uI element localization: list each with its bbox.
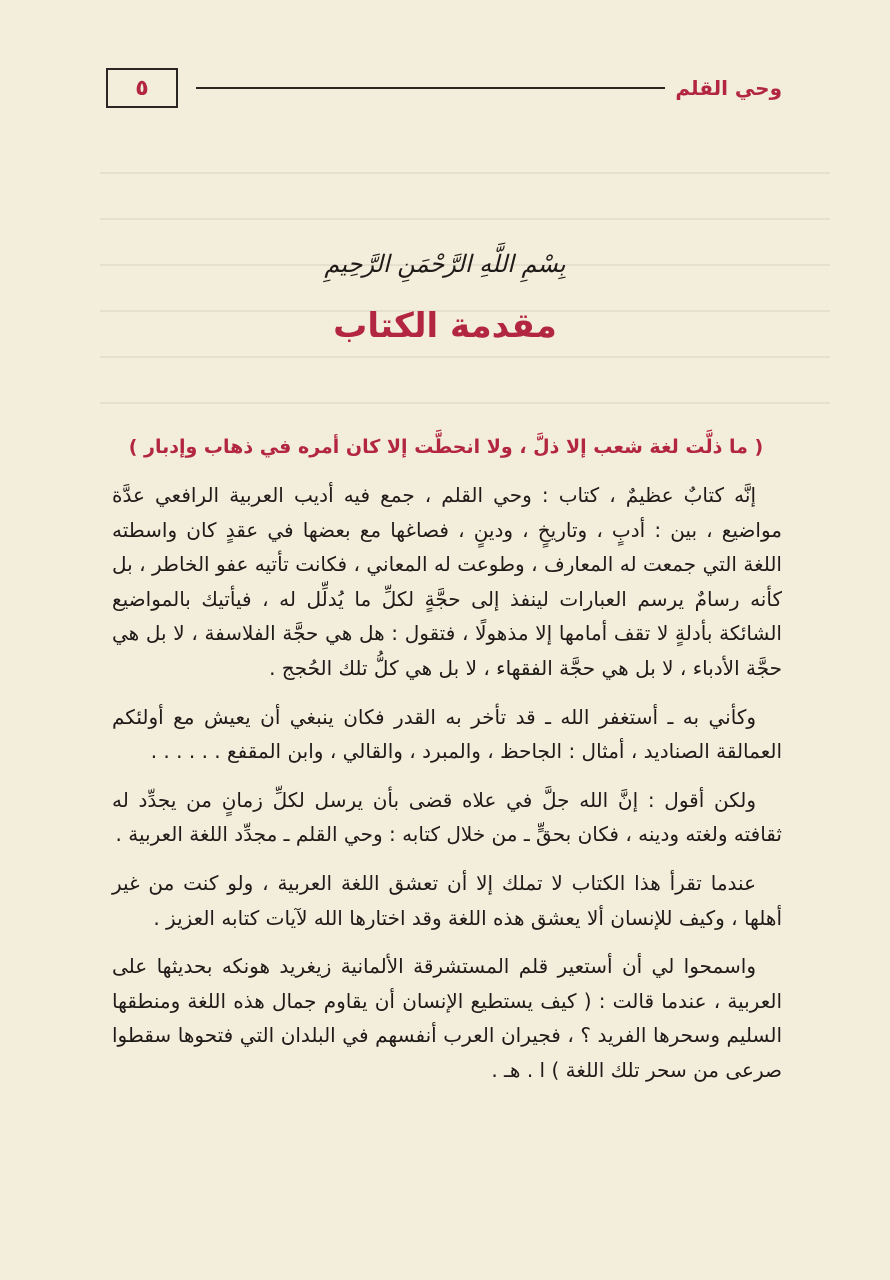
- body-text: [112, 478, 782, 1102]
- paragraph-1: إنَّه كتابٌ عظيمٌ ، كتاب : وحي القلم ، جمع فيه أديب العربية الرافعي عدَّة مواضيع ، بين : أدبٍ ، وتاريخٍ ، ودينٍ ، فصاغها مع بعضها في عقدٍ كان واسطته اللغة التي جمعت له المعارف ، وطوعت له المعاني ، فكانت تأتيه عفو الخاطر ، بل كأنه رسامٌ يرسم العبارات لينفذ إلى حجَّةٍ لكلِّ ما يُدلِّل له ، فيأتيك بالمواضيع الشائكة بأدلةٍ لا تقف أمامها إلا مذهولًا ، فتقول : هل هي حجَّة الفلاسفة ، لا بل هي حجَّة الأدباء ، لا بل هي حجَّة الفقهاء ، لا بل هي كلُّ تلك الحُجج .: [112, 483, 782, 680]
- running-title: وحي القلم: [675, 76, 782, 100]
- paragraph-5: واسمحوا لي أن أستعير قلم المستشرقة الألمانية زيغريد هونكه بحديثها على العربية ، عندما قالت : ( كيف يستطيع الإنسان أن يقاوم جمال هذه اللغة ومنطقها السليم وسحرها الفريد ؟ ، فجيران العرب أنفسهم في البلدان التي فتحوها سقطوا صرعى من سحر تلك اللغة ) ا . هـ .: [112, 954, 782, 1082]
- paragraph-4: عندما تقرأ هذا الكتاب لا تملك إلا أن تعشق اللغة العربية ، ولو كنت من غير أهلها ، وكيف للإنسان ألا يعشق هذه اللغة وقد اختارها الله لآيات كتابه العزيز .: [112, 870, 782, 930]
- page-header: [106, 66, 782, 110]
- bleed-through-text: [100, 150, 830, 430]
- chapter-title: مقدمة الكتاب: [333, 306, 557, 346]
- header-rule: [196, 87, 665, 89]
- page-number: ٥: [106, 68, 178, 108]
- basmala: بِسْمِ اللَّهِ الرَّحْمَنِ الرَّحِيمِ: [324, 250, 566, 278]
- paragraph-3: ولكن أقول : إنَّ الله جلَّ في علاه قضى بأن يرسل لكلِّ زمانٍ من يجدِّد له ثقافته ولغته ودينه ، فكان بحقٍّ ـ من خلال كتابه : وحي القلم ـ مجدِّد اللغة العربية .: [112, 787, 782, 847]
- epigraph: ( ما ذلَّت لغة شعب إلا ذلَّ ، ولا انحطَّت إلا كان أمره في ذهاب وإدبار ): [128, 436, 764, 458]
- paragraph-2: وكأني به ـ أستغفر الله ـ قد تأخر به القدر فكان ينبغي أن يعيش مع أولئكم العمالقة الصناديد ، أمثال : الجاحظ ، والمبرد ، والقالي ، وابن المقفع . . . . . .: [112, 704, 782, 764]
